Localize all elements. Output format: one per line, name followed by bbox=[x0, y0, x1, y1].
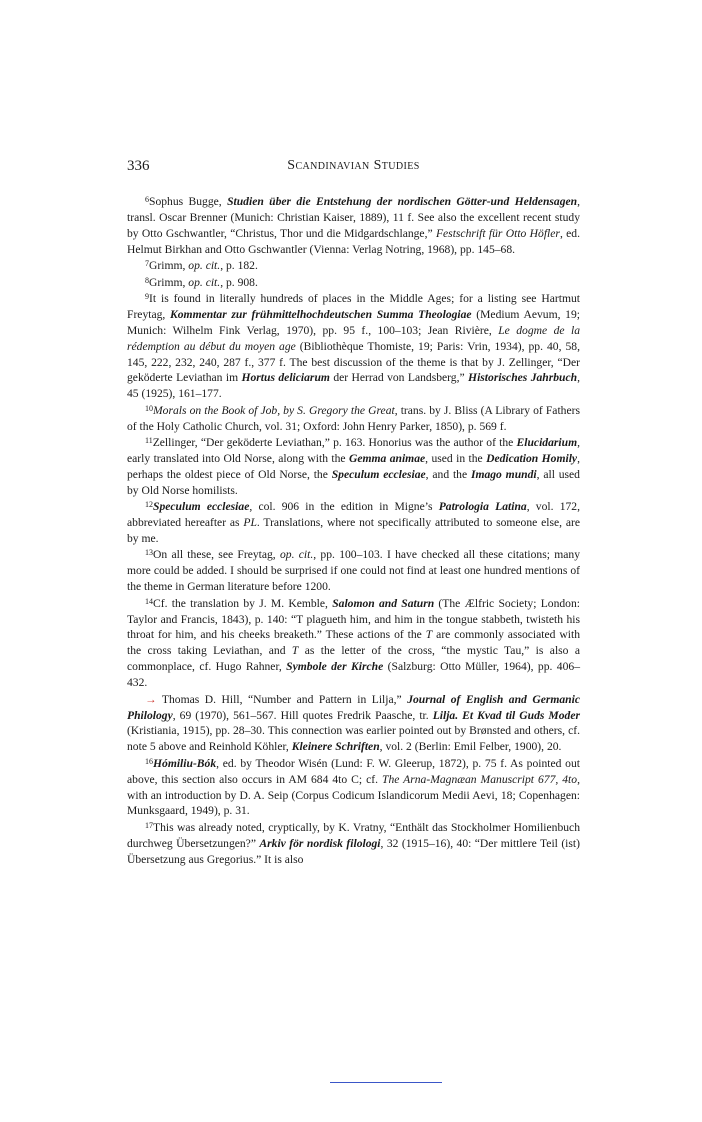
footnote-text: , 69 (1970), 561–567. Hill quotes Fredrik Paasche, tr. bbox=[172, 708, 433, 722]
footnote-number: 7 bbox=[145, 259, 149, 269]
footnote-text: , vol. 172, abbreviated hereafter as bbox=[127, 500, 580, 530]
running-title: Scandinavian Studies bbox=[287, 158, 420, 173]
footnote-text: are commonly associated with the cross taking Leviathan, and bbox=[127, 628, 581, 658]
footnote bbox=[127, 403, 580, 435]
footnote-text: Thomas D. Hill, “Number and Pattern in Lilja,” bbox=[161, 692, 408, 706]
footnote-number: 11 bbox=[145, 436, 153, 446]
footnote-text: Lilja. Et Kvad til Guds Moder bbox=[432, 708, 580, 722]
footnote-text: Studien über die Entstehung der nordischen Götter-und Heldensagen bbox=[227, 195, 578, 208]
footnote-text: Salomon and Saturn bbox=[332, 596, 435, 610]
footnote-number: 8 bbox=[145, 275, 149, 285]
footnote-number: 9 bbox=[145, 291, 149, 301]
footnote-text: Cf. the translation by J. M. Kemble, bbox=[153, 596, 333, 610]
footnote-text: (Salzburg: Otto Müller, 1964), pp. 406–432. bbox=[127, 660, 580, 690]
footnote-number: 17 bbox=[145, 820, 153, 830]
footnote-text: , with an introduction by D. A. Seip (Corpus Codicum Islandicorum Medii Aevi, 18; Copenhagen: Munksgaard, 1949), p. 31. bbox=[127, 772, 580, 818]
footnote-text: Hómiliu-Bók bbox=[153, 756, 217, 770]
footnote-text: Morals on the Book of Job, by S. Gregory the Great bbox=[153, 403, 395, 417]
footnote-text: , used in the bbox=[425, 452, 487, 465]
footnote-text: , vol. 2 (Berlin: Emil Felber, 1900), 20. bbox=[379, 740, 562, 754]
footnote-text: Speculum ecclesiae bbox=[153, 500, 250, 514]
footnote bbox=[127, 547, 580, 595]
footnote-number: 12 bbox=[145, 500, 153, 510]
footnote-text: Hortus deliciarum bbox=[241, 371, 330, 385]
footnote-text: Imago mundi bbox=[470, 467, 537, 481]
footnotes bbox=[127, 194, 580, 868]
footnote-text: . Translations, where not specifically attributed to someone else, are by me. bbox=[127, 516, 580, 546]
footnote-text: PL bbox=[243, 516, 257, 530]
footnote bbox=[127, 820, 580, 868]
footnote-text: On all these, see Freytag, bbox=[153, 548, 280, 562]
arrow-icon: → bbox=[145, 692, 157, 706]
footnote-text: Speculum ecclesiae bbox=[331, 467, 426, 481]
footnote-text: , pp. 100–103. I have checked all these citations; many more could be added. I should be surprised if one could not find at least one hundred mentions of the theme in German literature before 1200. bbox=[127, 548, 580, 594]
footnote-number: 16 bbox=[145, 756, 153, 766]
footnote-text: Grimm, bbox=[149, 275, 189, 289]
footnote-text: , and the bbox=[425, 467, 471, 481]
footnote-text: as the letter of the cross, “the mystic Tau,” is also a commonplace, cf. Hugo Rahner, bbox=[127, 644, 581, 674]
footnote-text: Kleinere Schriften bbox=[291, 740, 380, 754]
footnote-text: , p. 908. bbox=[220, 275, 258, 289]
footnote-text: , col. 906 in the edition in Migne’s bbox=[249, 500, 439, 514]
footnote bbox=[127, 692, 580, 756]
footnote-text: This was already noted, cryptically, by K. Vratny, “Enthält das Stockholmer Homilienbuch durchweg Übersetzungen?” bbox=[127, 820, 580, 850]
footnote bbox=[127, 596, 580, 691]
footnote-text: , p. 182. bbox=[220, 259, 258, 273]
footnote-text: Kommentar zur frühmittelhochdeutschen Summa Theologiae bbox=[170, 307, 472, 321]
footnote bbox=[127, 756, 580, 820]
running-header bbox=[127, 158, 580, 178]
footnote-text: , transl. Oscar Brenner (Munich: Christian Kaiser, 1889), 11 f. See also the excellent recent study by Otto Gschwantler, “Christus, Thor und die Midgardschlange,” bbox=[127, 195, 580, 240]
footnote-text: Journal of English and Germanic Philology bbox=[127, 692, 580, 722]
footnote-text: (Kristiania, 1915), pp. 28–30. This connection was earlier pointed out by Brønsted and others, cf. note 5 above and Reinhold Köhler, bbox=[127, 724, 580, 754]
footnote-text: , 32 (1915–16), 40: “Der mittlere Teil (ist) Übersetzung aus Gregorius.” It is also bbox=[127, 836, 580, 866]
footnote-text: Symbole der Kirche bbox=[286, 660, 384, 674]
footnote-number: 14 bbox=[145, 596, 153, 606]
footnote-text: Zellinger, “Der geköderte Leviathan,” p. 163. Honorius was the author of the bbox=[152, 436, 517, 450]
footnote-text: (Medium Aevum, 19; Munich: Wilhelm Fink Verlag, 1970), pp. 95 f., 100–103; Jean Rivière, bbox=[127, 307, 580, 337]
footnote-text: , ed. by Theodor Wisén (Lund: F. W. Gleerup, 1872), p. 75 f. As pointed out above, this section also occurs in AM 684 4to C; cf. bbox=[127, 756, 580, 786]
footnote-text: , all used by Old Norse homilists. bbox=[127, 467, 580, 497]
footnote-text: (Bibliothèque Thomiste, 19; Paris: Vrin, 1934), pp. 40, 58, 145, 222, 232, 240, 287 f., 377 f. The best discussion of the theme is that by J. Zellinger, “Der geköderte Leviathan im bbox=[127, 339, 580, 385]
footnote-text: Gemma animae bbox=[348, 452, 426, 465]
footnote-text: der Herrad von Landsberg,” bbox=[329, 371, 469, 385]
footnote bbox=[127, 499, 580, 547]
footnote-text: Dedication Homily bbox=[486, 452, 578, 465]
footnote-text: Sophus Bugge, bbox=[149, 195, 228, 208]
footnote-number: 13 bbox=[145, 548, 153, 558]
footnote-text: Patrologia Latina bbox=[438, 500, 527, 514]
footnote bbox=[127, 275, 580, 291]
footnote-text: , early translated into Old Norse, along with the bbox=[127, 436, 580, 465]
footnote-text: , perhaps the oldest piece of Old Norse, the bbox=[127, 452, 580, 481]
footnote-text: op. cit. bbox=[188, 275, 221, 289]
footnote-text: Le dogme de la rédemption au début du moyen age bbox=[127, 323, 580, 353]
footnote-number: 10 bbox=[145, 403, 153, 413]
footnote bbox=[127, 194, 580, 258]
footnote bbox=[127, 435, 580, 499]
footnote-text: T bbox=[425, 628, 433, 642]
footnote-number: 6 bbox=[145, 195, 149, 204]
footnote-text: Festschrift für Otto Höfler bbox=[435, 226, 560, 240]
footnote-text: It is found in literally hundreds of places in the Middle Ages; for a listing see Hartmut Freytag, bbox=[127, 291, 580, 321]
footnote bbox=[127, 258, 580, 274]
footnote-text: T bbox=[291, 644, 299, 658]
bottom-link-rule[interactable] bbox=[330, 1082, 442, 1083]
footnote-text: Historisches Jahrbuch bbox=[468, 371, 578, 385]
footnote-text: op. cit. bbox=[188, 259, 221, 273]
footnote-text: , ed. Helmut Birkhan and Otto Gschwantler (Vienna: Verlag Notring, 1968), pp. 145–68. bbox=[127, 226, 581, 256]
footnote-text: , 45 (1925), 161–177. bbox=[127, 371, 581, 401]
footnote-text: , trans. by J. Bliss (A Library of Fathers of the Holy Catholic Church, vol. 31; Oxford: John Henry Parker, 1850), p. 569 f. bbox=[127, 403, 580, 433]
footnote bbox=[127, 291, 580, 402]
footnote-text: op. cit. bbox=[279, 548, 314, 562]
footnote-text: Arkiv för nordisk filologi bbox=[259, 836, 381, 850]
footnote-text: Elucidarium bbox=[516, 436, 578, 450]
footnote-text: Grimm, bbox=[149, 259, 189, 273]
page-number: 336 bbox=[127, 158, 150, 174]
footnote-text: (The Ælfric Society; London: Taylor and Francis, 1843), p. 140: “T plagueth him, and him in the tongue stabbeth, twisteth his throat for him, and his cheeks breaketh.” These actions of the bbox=[127, 596, 580, 642]
footnote-text: The Arna-Magnæan Manuscript 677, 4to bbox=[382, 772, 578, 786]
